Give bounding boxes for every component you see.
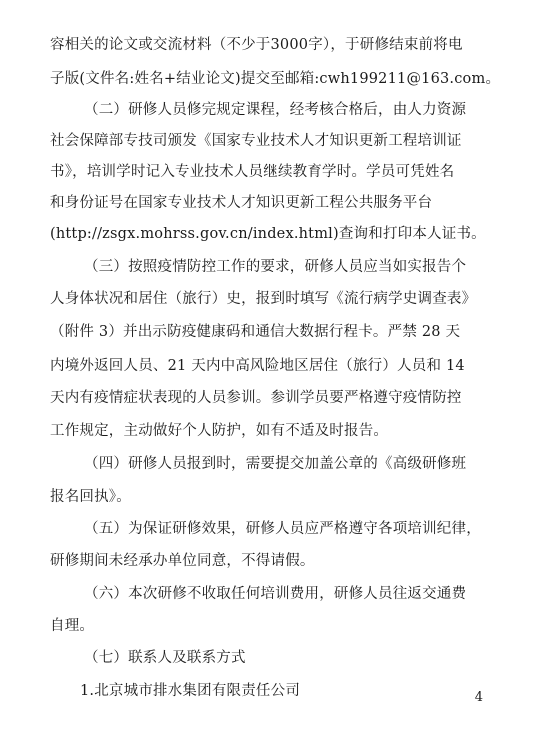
text-line: 人身体状况和居住（旅行）史，报到时填写《流行病学史调查表》: [50, 291, 477, 307]
text-line: 和身份证号在国家专业技术人才知识更新工程公共服务平台: [50, 195, 433, 211]
text-line: （六）本次研修不收取任何培训费用，研修人员往返交通费: [84, 586, 467, 602]
text-line: 子版(文件名:姓名+结业论文)提交至邮箱:cwh199211@163.com。: [50, 71, 501, 87]
text-line: 工作规定，主动做好个人防护，如有不适及时报告。: [50, 423, 389, 439]
text-line: 社会保障部专技司颁发《国家专业技术人才知识更新工程培训证: [50, 133, 462, 149]
text-line: （二）研修人员修完规定课程，经考核合格后，由人力资源: [84, 102, 467, 118]
text-line: (http://zsgx.mohrss.gov.cn/index.html)查询和打印本人证书。: [50, 226, 486, 242]
text-line: （五）为保证研修效果，研修人员应严格遵守各项培训纪律，: [84, 521, 481, 537]
text-line: 1.北京城市排水集团有限责任公司: [80, 683, 301, 699]
text-line: （附件 3）并出示防疫健康码和通信大数据行程卡。严禁 28 天: [50, 324, 461, 340]
text-line: 研修期间未经承办单位同意，不得请假。: [50, 553, 315, 569]
text-line: （四）研修人员报到时，需要提交加盖公章的《高级研修班: [84, 456, 467, 472]
text-line: 内境外返回人员、21 天内中高风险地区居住（旅行）人员和 14: [50, 358, 465, 374]
text-line: 报名回执》。: [50, 489, 131, 505]
text-line: 自理。: [50, 618, 95, 634]
text-line: 天内有疫情症状表现的人员参训。参训学员要严格遵守疫情防控: [50, 390, 462, 406]
page-number: 4: [474, 690, 483, 705]
text-line: （三）按照疫情防控工作的要求，研修人员应当如实报告个: [84, 259, 467, 275]
text-line: 书》，培训学时记入专业技术人员继续教育学时。学员可凭姓名: [50, 164, 455, 180]
text-line: 容相关的论文或交流材料（不少于3000字），于研修结束前将电: [50, 37, 463, 53]
text-line: （七）联系人及联系方式: [84, 650, 246, 666]
